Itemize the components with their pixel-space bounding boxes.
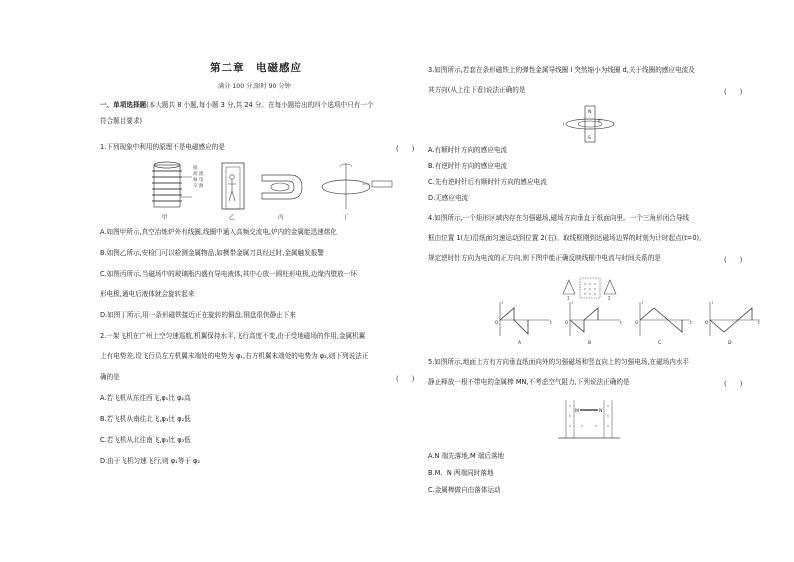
q5-label-m: M	[575, 409, 579, 414]
q4-graph-c-axis-i: i	[642, 300, 644, 305]
q4-graph-c-axis-t: t	[690, 320, 692, 325]
q1-answer-paren: ( )	[396, 145, 415, 153]
q1-figure-text-6: 源	[199, 184, 204, 189]
q5-label-n: N	[599, 409, 603, 414]
q1-option-c-line2: 形电极,通电后液体就会旋转起来	[100, 290, 195, 298]
q5-figure	[556, 396, 622, 442]
q4-graph-a-label: A	[518, 341, 522, 346]
q1-figure-security-gate	[222, 163, 244, 221]
q2-option-b: B.若飞机从南往北飞,φ₁比 φ₂低	[100, 415, 191, 423]
q5-field-lines	[566, 400, 612, 438]
q1-label-bing: 丙	[278, 215, 284, 221]
q4-graph-a-axis-t: t	[550, 320, 552, 325]
q1-label-jia: 甲	[162, 215, 168, 221]
q1-label-ding: 丁	[343, 215, 349, 221]
q4-graph-c-origin: O	[635, 320, 639, 325]
q2-stem-line3: 确的是	[100, 373, 120, 381]
q4-graph-b-axis-t: t	[620, 320, 622, 325]
q2-stem-line2: 上有电势差,设飞行员左方机翼末端处的电势为 φ₁,右方机翼末端处的电势为 φ₂,则下列说法正	[100, 352, 369, 360]
q1-figure-copper-disk	[322, 163, 392, 221]
chapter-subtitle: 满分 100 分,限时 90 分钟	[218, 83, 291, 90]
q4-graph-c-label: C	[658, 341, 662, 346]
q5-stem-line1: 5.如图所示,地面上方有方向垂直纸面向外的匀强磁场和竖直向上的匀强电场,在磁场内水平	[428, 358, 690, 366]
q3-label-d: d	[598, 118, 601, 123]
q1-figure-text-2: 频	[193, 178, 198, 183]
q5-answer-paren: ( )	[724, 380, 743, 388]
q4-graph-d-origin: O	[705, 320, 709, 325]
q3-coil-l	[566, 119, 614, 129]
q4-graph-a	[495, 300, 552, 346]
q4-answer-paren: ( )	[724, 256, 743, 264]
q3-label-l: l	[563, 123, 565, 128]
q1-option-b: B.如图乙所示,安检门可以检测金属物品,如携带金属刀具经过时,金属触发报警	[100, 249, 324, 257]
q4-graph-b-label: B	[588, 341, 592, 346]
q5-stem-line2: 静止释放一根不带电的金属棒 MN,不考虑空气阻力,下列说法正确的是	[428, 378, 630, 386]
section1-intro-text: (本大题共 8 小题,每小题 3 分,共 24 分。在每小题给出的四个选项中只有一个	[146, 101, 374, 109]
q3-option-a: A.有顺时针方向的感应电流	[428, 146, 508, 154]
q1-figure-text-0: 接	[193, 166, 198, 171]
q2-option-c: C.若飞机从北往南飞,φ₁比 φ₂低	[100, 436, 191, 444]
q4-graph-a-origin: O	[495, 320, 499, 325]
q4-stem-line3: 规定逆时针方向为电流的正方向,则下图中能正确反映线框中电流与时间关系的是	[428, 254, 661, 262]
q3-option-d: D.无感应电流	[428, 194, 469, 202]
q2-answer-paren: ( )	[396, 375, 415, 383]
q1-figure-text-3: 交	[193, 184, 198, 189]
q1-figure-magnet	[262, 175, 302, 221]
q1-option-c-line1: C.如图丙所示,当磁场中的玻璃瓶内盛有导电液体,其中心放一圆柱形电极,边缘内壁放一环	[100, 270, 357, 278]
q4-graph-d	[705, 300, 760, 346]
q4-setup-figure	[560, 276, 620, 300]
section1-intro	[100, 101, 374, 110]
q1-label-yi: 乙	[229, 215, 235, 221]
q4-label-pos2: 2	[608, 295, 611, 301]
q1-figure-text-5: 电	[199, 178, 204, 183]
q3-option-c: C.先有逆时针后有顺时针方向的感应电流	[428, 178, 547, 186]
q4-graph-c	[635, 300, 692, 346]
q4-stem-line2: 框由位置 1(左)沿纸面匀速运动到位置 2(右)。取线框刚到达磁场边界的时刻为计时起点(t=0),	[428, 234, 702, 242]
q4-graph-b-axis-i: i	[572, 300, 574, 305]
q4-graph-a-axis-i: i	[502, 300, 504, 305]
q1-figure-text-4: 流	[199, 172, 204, 177]
q2-option-d: D.由于飞机匀速飞行,则 φ₁等于 φ₂	[100, 457, 200, 465]
q3-stem-line2: 其方向(从上往下看)说法正确的是	[428, 86, 526, 94]
q4-triangle-pos2	[604, 280, 616, 294]
q4-field-dots	[584, 283, 595, 294]
q2-stem-line1: 2.一架飞机在广州上空匀速巡航,机翼保持水平,飞行高度不变,由于受地磁场的作用,金属机翼	[100, 332, 366, 340]
q3-label-s: S	[588, 136, 591, 141]
q2-option-a: A.若飞机从东往西飞,φ₁比 φ₂高	[100, 394, 191, 402]
q1-figure-text-1: 高	[193, 172, 198, 177]
q4-graph-b-origin: O	[565, 320, 569, 325]
q4-stem-line1: 4.如图所示,一个矩形区域内存在匀强磁场,磁场方向垂直于纸面向里。一个三角形闭合导线	[428, 214, 690, 222]
q1-option-d: D.如图丁所示,用一条形磁铁接近正在旋转的铜盘,铜盘很快静止下来	[100, 311, 296, 319]
q3-stem-line1: 3.如图所示,若套在条形磁铁上的弹性金属导线圈 l 突然缩小为线圈 d,关于线圈的感应电流及	[428, 66, 695, 74]
q3-answer-paren: ( )	[724, 88, 743, 96]
q4-triangle-pos1	[563, 280, 575, 294]
q3-label-n: N	[588, 110, 592, 115]
q4-graph-b	[565, 300, 622, 346]
section1-heading: 一、单项选择题	[100, 101, 147, 109]
q3-option-b: B.有逆时针方向的感应电流	[428, 162, 508, 170]
q1-stem: 1.下列现象中利用的原理不是电磁感应的是	[100, 143, 225, 151]
q4-label-pos1: 1	[567, 295, 570, 301]
q4-answer-graphs	[494, 300, 764, 346]
q4-graph-d-axis-t: t	[758, 320, 760, 325]
q3-figure	[560, 104, 620, 144]
q1-option-a: A.如图甲所示,真空冶炼炉外有线圈,线圈中通入高频交流电,炉内的金属能迅速熔化	[100, 228, 337, 236]
q5-option-c: C.金属棒做自由落体运动	[428, 486, 501, 494]
q4-graph-d-axis-i: i	[712, 300, 714, 305]
q4-field-region	[580, 278, 600, 298]
q1-figure	[140, 157, 400, 223]
chapter-title: 第二章 电磁感应	[210, 62, 302, 74]
q4-graph-d-label: D	[728, 341, 732, 346]
q5-option-b: B.M、N 两端同时落地	[428, 469, 494, 477]
q5-option-a: A.N 端先落地,M 端后落地	[428, 452, 505, 460]
section1-intro-line2: 符合题目要求)	[100, 117, 143, 125]
q1-figure-furnace	[152, 162, 204, 221]
